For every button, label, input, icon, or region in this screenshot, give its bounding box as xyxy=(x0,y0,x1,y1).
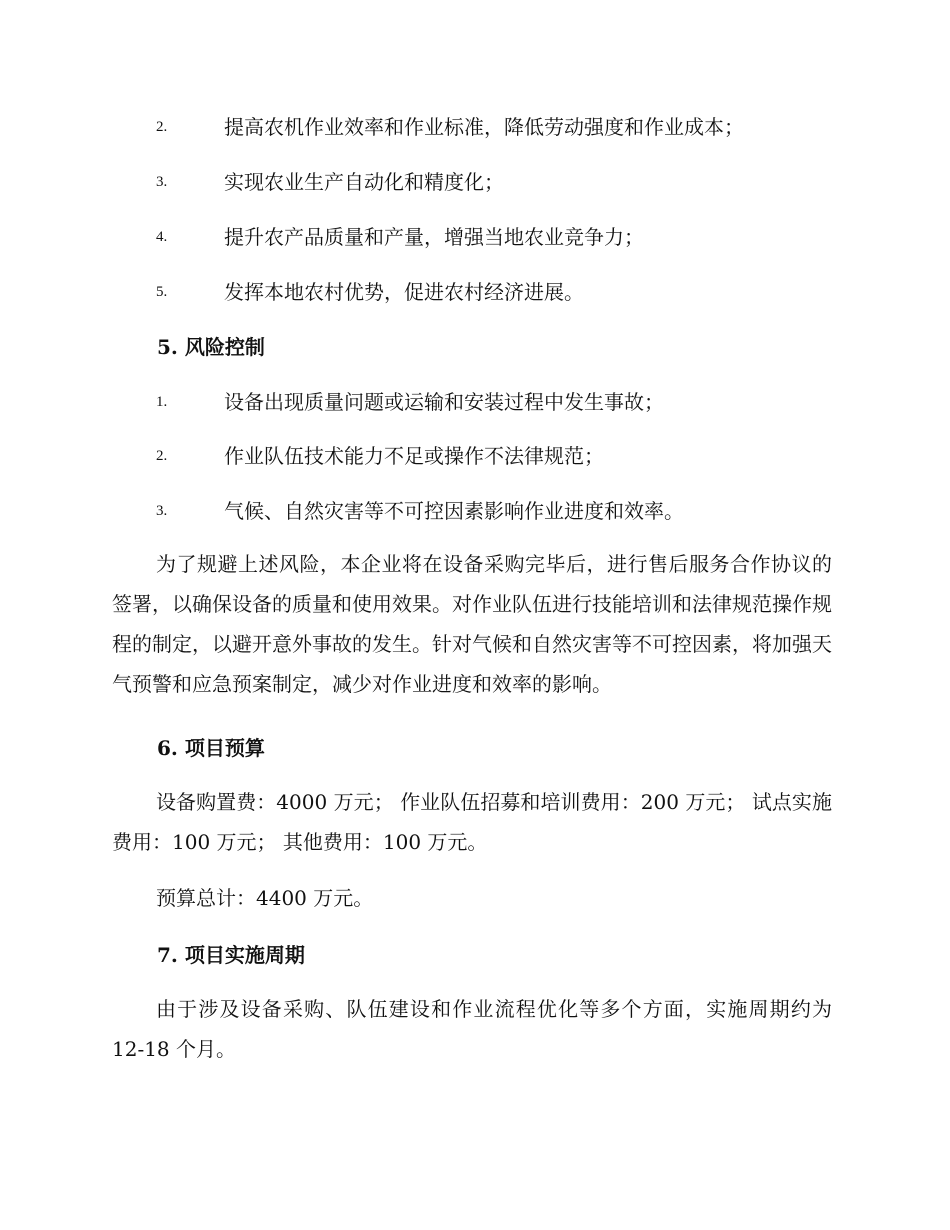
list-item-text: 作业队伍技术能力不足或操作不法律规范； xyxy=(224,444,604,468)
list-number: 3. xyxy=(156,174,168,190)
section-heading-budget: 6. 项目预算 xyxy=(157,736,265,760)
section-heading-risk-control: 5. 风险控制 xyxy=(157,335,265,359)
risk-list-item xyxy=(0,441,950,471)
risk-list-item xyxy=(0,496,950,526)
list-number: 1. xyxy=(156,394,168,410)
list-number: 3. xyxy=(156,503,168,519)
list-item-text: 设备出现质量问题或运输和安装过程中发生事故； xyxy=(224,390,664,414)
risk-list-item xyxy=(0,387,950,417)
goal-list-item xyxy=(0,112,950,142)
budget-items-paragraph: 设备购置费：4000 万元； 作业队伍招募和培训费用：200 万元； 试点实施费用：100 万元； 其他费用：100 万元。 xyxy=(112,790,832,854)
schedule-paragraph: 由于涉及设备采购、队伍建设和作业流程优化等多个方面，实施周期约为 12-18 个月。 xyxy=(112,997,832,1061)
budget-total-paragraph: 预算总计：4400 万元。 xyxy=(156,886,374,910)
goal-list-item xyxy=(0,277,950,307)
goal-list-item xyxy=(0,167,950,197)
list-item-text: 实现农业生产自动化和精度化； xyxy=(224,170,504,194)
risk-mitigation-paragraph: 为了规避上述风险，本企业将在设备采购完毕后，进行售后服务合作协议的签署，以确保设备的质量和使用效果。对作业队伍进行技能培训和法律规范操作规程的制定，以避开意外事故的发生。针对气候和自然灾害等不可控因素，将加强天气预警和应急预案制定，减少对作业进度和效率的影响。 xyxy=(112,552,832,696)
goal-list-item xyxy=(0,222,950,252)
list-number: 2. xyxy=(156,119,168,135)
list-number: 2. xyxy=(156,448,168,464)
list-item-text: 提高农机作业效率和作业标准，降低劳动强度和作业成本； xyxy=(224,115,744,139)
list-item-text: 提升农产品质量和产量，增强当地农业竞争力； xyxy=(224,225,644,249)
section-heading-schedule: 7. 项目实施周期 xyxy=(157,943,305,967)
list-item-text: 发挥本地农村优势，促进农村经济进展。 xyxy=(224,280,584,304)
list-number: 4. xyxy=(156,229,168,245)
list-item-text: 气候、自然灾害等不可控因素影响作业进度和效率。 xyxy=(224,499,684,523)
list-number: 5. xyxy=(156,284,168,300)
